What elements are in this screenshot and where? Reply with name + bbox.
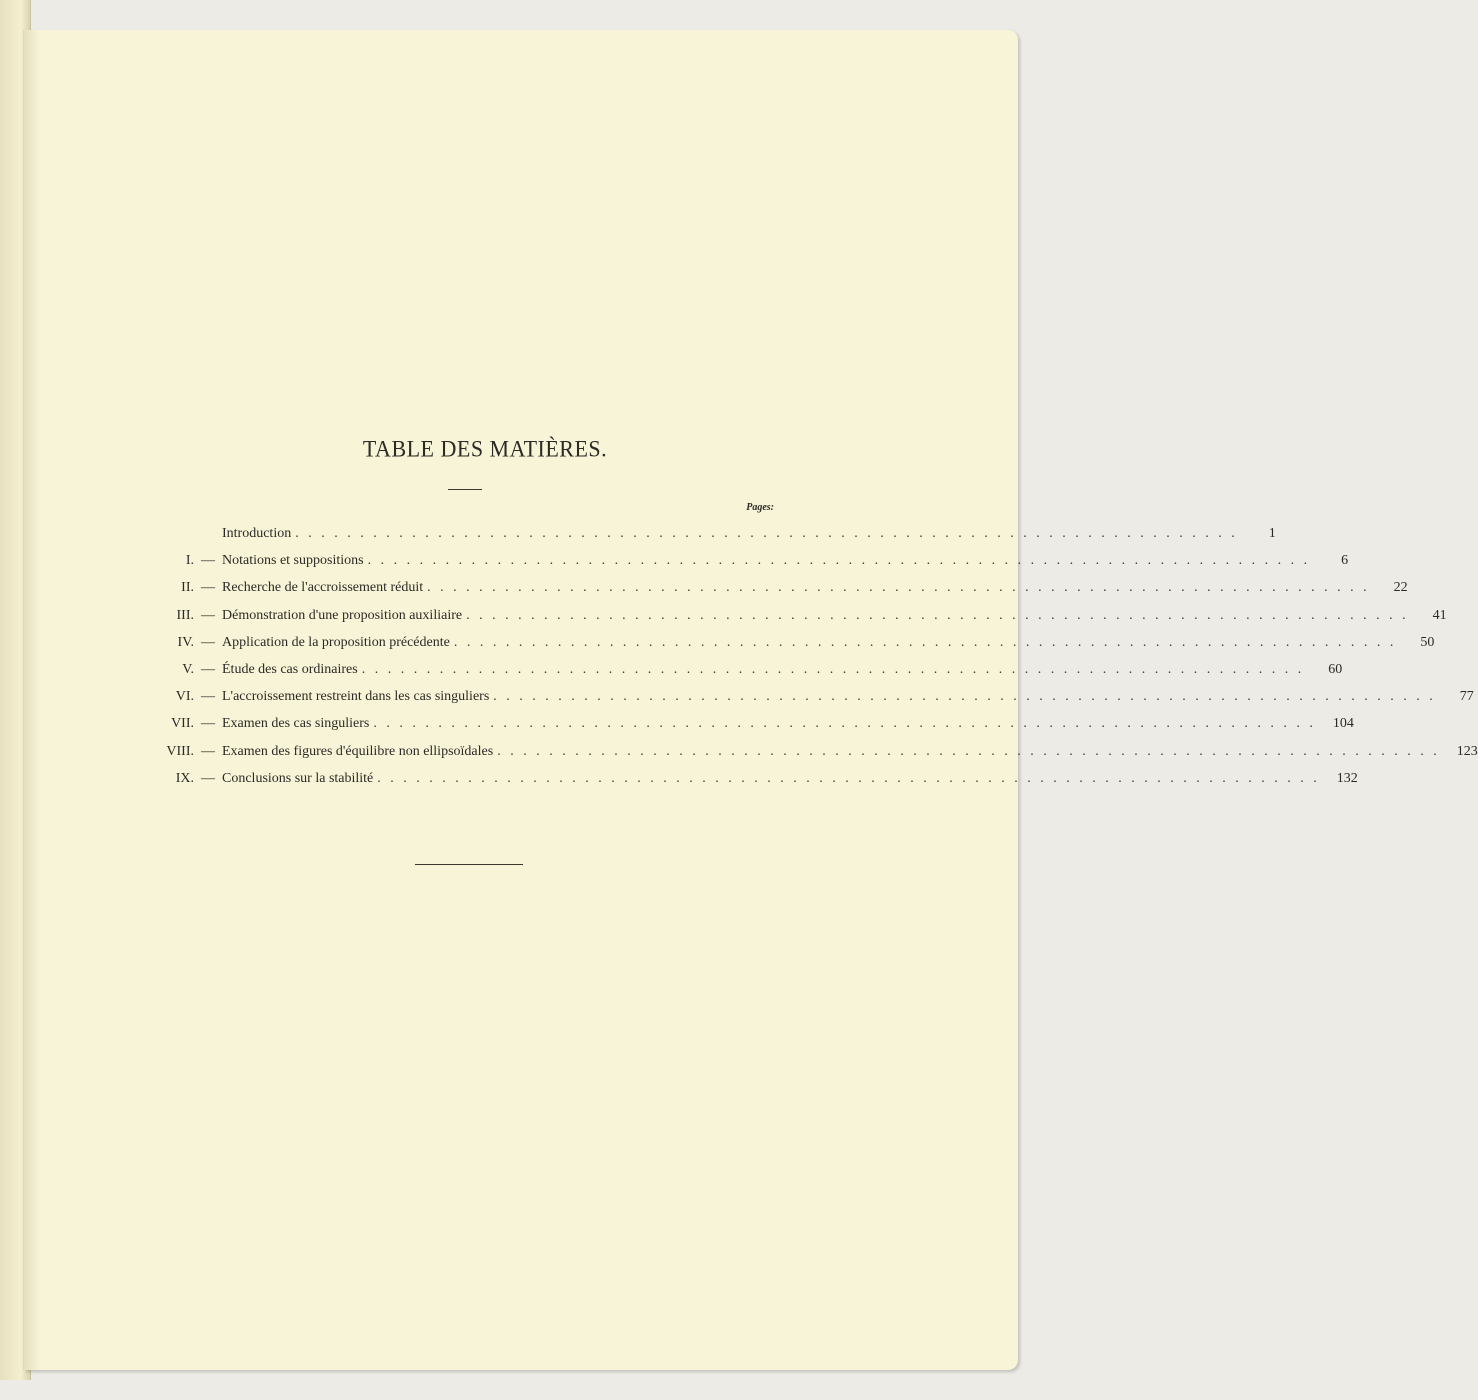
toc-entry-number: I. [185, 553, 194, 569]
toc-entry-label: Démonstration d'une proposition auxiliaire [222, 607, 463, 623]
dot-leader: . . . . . . . . . . . . . . . . . . . . . . . . . . . . . . . . . . . . . . . . . . . . . . . . . . . . . . . . . . . . . . . . . . . . . . . . . [295, 526, 1238, 541]
toc-entry-label: Examen des figures d'équilibre non ellipsoïdales [222, 743, 494, 759]
toc-entry [154, 689, 1474, 716]
toc-entry [154, 770, 1358, 798]
toc-entry-dash: — [201, 553, 215, 569]
dot-leader: . . . . . . . . . . . . . . . . . . . . . . . . . . . . . . . . . . . . . . . . . . . . . . . . . . . . . . . . . . . . . . . . . . . . . . . . . [493, 689, 1436, 705]
toc-entry [154, 743, 1478, 771]
toc-entry-dash: — [201, 689, 215, 705]
toc-entry-dash: — [201, 743, 215, 759]
toc-entry-dash: — [201, 716, 215, 732]
toc-entry-dash: — [201, 634, 215, 650]
toc-entry-page: 22 [1393, 580, 1408, 596]
toc-entry-page: 77 [1459, 689, 1474, 705]
toc-entry-label: Application de la proposition précédente [222, 634, 450, 650]
toc-entry-label: Examen des cas singuliers [222, 716, 370, 732]
title-divider [448, 489, 482, 490]
toc-entry-number: VII. [171, 716, 194, 732]
closing-rule [415, 864, 523, 865]
toc-entry-number: III. [176, 607, 194, 623]
toc-entry-page: 104 [1332, 716, 1354, 732]
toc-entry-page: 6 [1341, 553, 1349, 569]
toc-entry-dash: — [201, 607, 215, 623]
toc-entry-number: II. [181, 580, 194, 596]
table-of-contents [154, 526, 1478, 798]
toc-entry-dash: — [201, 580, 215, 596]
page-title: TABLE DES MATIÈRES. [362, 435, 608, 462]
dot-leader: . . . . . . . . . . . . . . . . . . . . . . . . . . . . . . . . . . . . . . . . . . . . . . . . . . . . . . . . . . . . . . . . . . . . . . . . . [373, 716, 1316, 732]
toc-entry-label: Conclusions sur la stabilité [222, 770, 374, 786]
toc-entry-page: 1 [1268, 526, 1276, 541]
book-page [24, 30, 1478, 1370]
toc-entry-number: V. [182, 661, 194, 677]
toc-entry-number: VI. [175, 689, 194, 705]
toc-entry-dash: — [201, 770, 215, 786]
dot-leader: . . . . . . . . . . . . . . . . . . . . . . . . . . . . . . . . . . . . . . . . . . . . . . . . . . . . . . . . . . . . . . . . . . . . . . . . . [427, 580, 1370, 596]
toc-entry-label: Introduction [222, 526, 292, 541]
toc-entry [154, 716, 1354, 743]
toc-entry-page: 50 [1420, 634, 1435, 650]
toc-entry-page: 123 [1456, 743, 1478, 759]
dot-leader: . . . . . . . . . . . . . . . . . . . . . . . . . . . . . . . . . . . . . . . . . . . . . . . . . . . . . . . . . . . . . . . . . . . . . . . . . [377, 770, 1320, 786]
dot-leader: . . . . . . . . . . . . . . . . . . . . . . . . . . . . . . . . . . . . . . . . . . . . . . . . . . . . . . . . . . . . . . . . . . . . . . . . . [453, 634, 1397, 650]
toc-entry [154, 580, 1408, 607]
pages-column-label: Pages: [746, 502, 774, 513]
toc-entry-number: IV. [177, 634, 194, 650]
toc-entry-label: Recherche de l'accroissement réduit [222, 580, 424, 596]
dot-leader: . . . . . . . . . . . . . . . . . . . . . . . . . . . . . . . . . . . . . . . . . . . . . . . . . . . . . . . . . . . . . . . . . . . . . . . . . [497, 743, 1440, 759]
toc-entry [154, 661, 1343, 689]
toc-entry-number: IX. [175, 770, 194, 786]
toc-entry-introduction [154, 526, 1276, 553]
toc-entry-label: L'accroissement restreint dans les cas singuliers [222, 689, 490, 705]
dot-leader: . . . . . . . . . . . . . . . . . . . . . . . . . . . . . . . . . . . . . . . . . . . . . . . . . . . . . . . . . . . . . . . . . . . . . . . . . [466, 607, 1409, 623]
toc-entry-dash: — [201, 661, 215, 677]
toc-entry-page: 41 [1432, 607, 1447, 623]
toc-entry-page: 60 [1328, 661, 1343, 677]
toc-entry [154, 553, 1349, 580]
toc-entry-label: Notations et suppositions [222, 553, 364, 569]
toc-entry [154, 607, 1447, 635]
dot-leader: . . . . . . . . . . . . . . . . . . . . . . . . . . . . . . . . . . . . . . . . . . . . . . . . . . . . . . . . . . . . . . . . . . . . . . . . . [361, 661, 1305, 677]
toc-entry-number: VIII. [166, 743, 194, 759]
dot-leader: . . . . . . . . . . . . . . . . . . . . . . . . . . . . . . . . . . . . . . . . . . . . . . . . . . . . . . . . . . . . . . . . . . . . . . . . . [367, 553, 1311, 569]
toc-entry [154, 634, 1435, 662]
toc-entry-page: 132 [1336, 770, 1358, 786]
toc-entry-label: Étude des cas ordinaires [222, 661, 358, 677]
